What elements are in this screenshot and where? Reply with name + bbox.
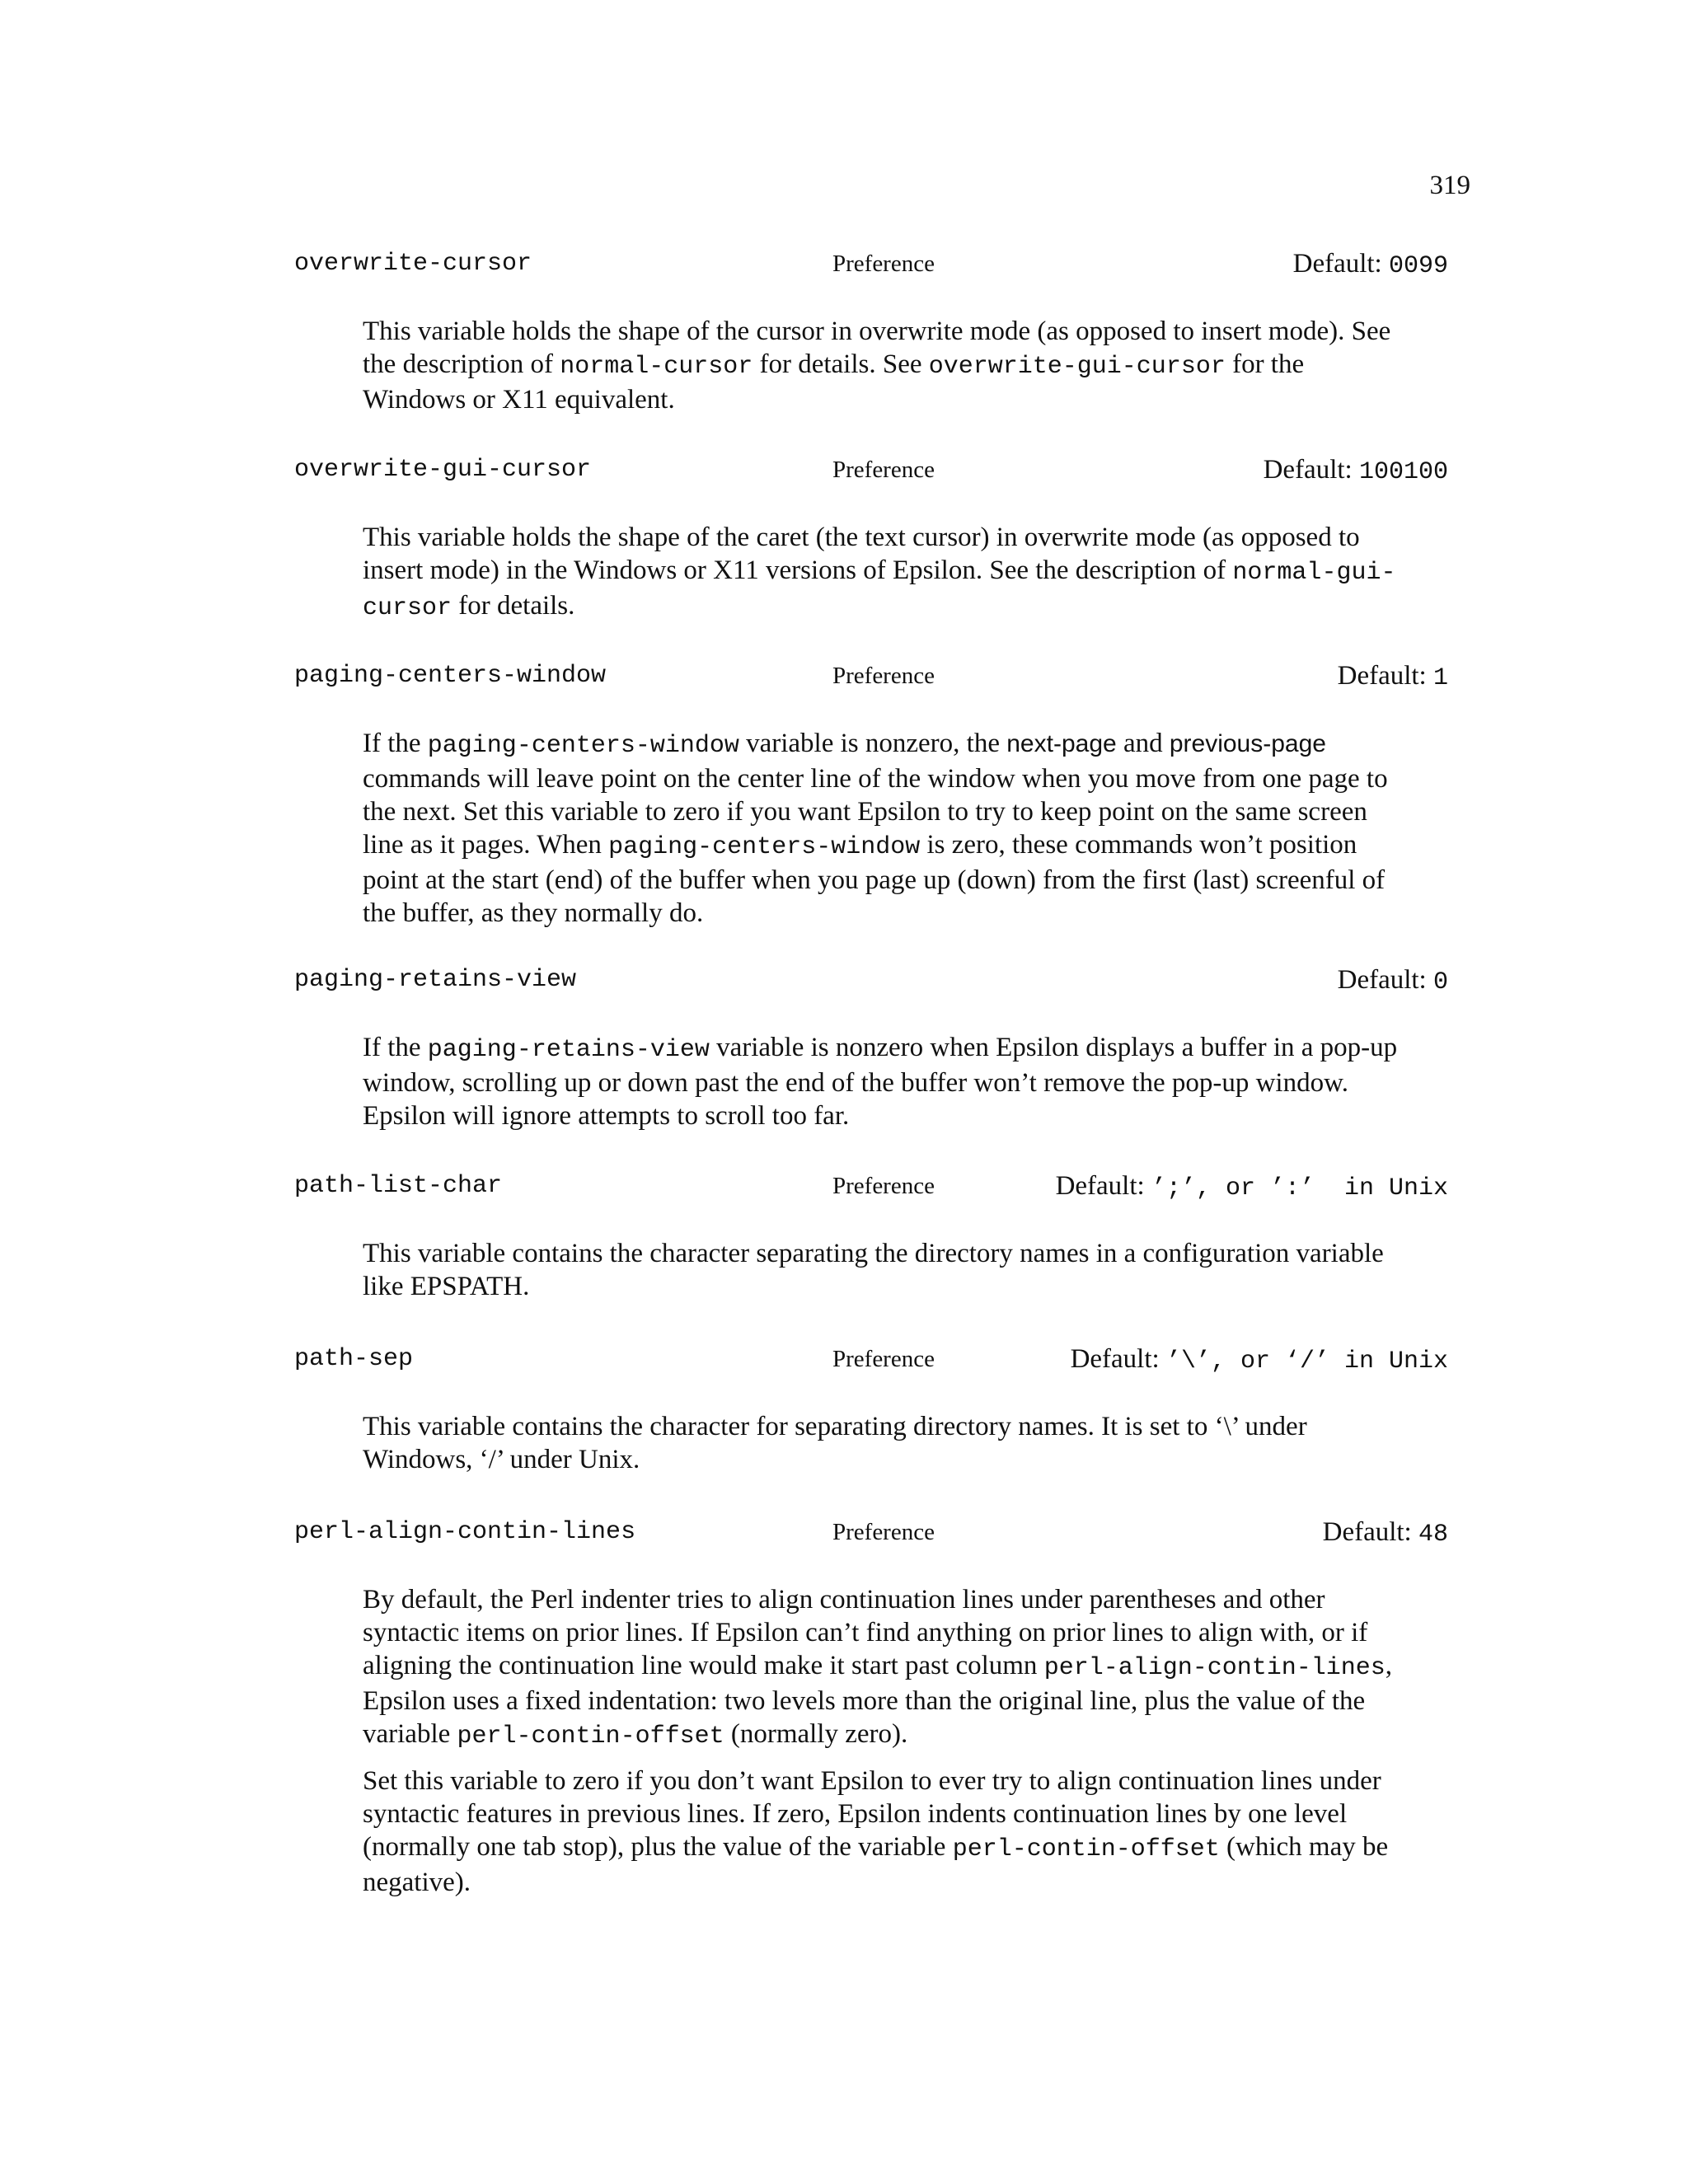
variable-entry	[294, 246, 1448, 428]
default-value: 100100	[1358, 458, 1448, 486]
variable-type: Preference	[832, 251, 935, 277]
description-paragraph: If the paging-centers-window variable is nonzero, the next-page and previous-page commands will leave point on the center line of the window when you move from one page to the next. Set this variable to zero if you want Epsilon to try to keep point on the same screen line as it pages. When paging-centers-window is zero, these commands won’t position point at the start (end) of the buffer when you page up (down) from the first (last) screenful of the buffer, as they normally do.	[363, 729, 1388, 928]
description-paragraph: This variable contains the character for separating directory names. It is set to ‘\’ under Windows, ‘/’ under Unix.	[363, 1412, 1307, 1474]
variable-default: Default: 48	[1322, 1517, 1448, 1549]
entry-header	[294, 1341, 1448, 1377]
description-paragraph: This variable holds the shape of the caret (the text cursor) in overwrite mode (as opposed to insert mode) in the Windows or X11 versions of Epsilon. See the description of normal-gui-cursor for details.	[363, 523, 1396, 622]
command-name: next-page	[1006, 730, 1117, 757]
variable-name: overwrite-cursor	[294, 250, 532, 278]
variable-entry	[294, 962, 1448, 1144]
variable-name: path-list-char	[294, 1172, 503, 1200]
default-value: ’;’, or ’:’ in Unix	[1151, 1174, 1448, 1202]
variable-type: Preference	[832, 457, 935, 483]
entry-header	[294, 246, 1448, 282]
variable-type: Preference	[832, 1346, 935, 1372]
entry-header	[294, 1168, 1448, 1204]
variable-entry	[294, 1514, 1448, 1910]
variable-description	[363, 1410, 1409, 1476]
variable-default: Default: ’\’, or ‘/’ in Unix	[1070, 1344, 1448, 1376]
description-paragraph: By default, the Perl indenter tries to align continuation lines under parentheses and other syntactic items on prior lines. If Epsilon can’t find anything on prior lines to align with, or if aligning the continuation line would make it start past column perl-align-contin-lines, Epsilon uses a fixed indentation: two levels more than the original line, plus the value of the variable perl-contin-offset (normally zero).	[363, 1585, 1393, 1750]
variable-description	[363, 315, 1409, 416]
default-value: 1	[1432, 664, 1448, 692]
variable-default: Default: 100100	[1263, 455, 1448, 486]
default-value: 0	[1432, 968, 1448, 996]
variable-description	[363, 521, 1409, 625]
entry-header	[294, 452, 1448, 488]
description-paragraph: This variable holds the shape of the cursor in overwrite mode (as opposed to insert mode). See the description of normal-cursor for details. See overwrite-gui-cursor for the Windows or X11 equivalent.	[363, 316, 1391, 415]
entry-header	[294, 1514, 1448, 1550]
description-paragraph: If the paging-retains-view variable is nonzero when Epsilon displays a buffer in a pop-up window, scrolling up or down past the end of the buffer won’t remove the pop-up window. Epsilon will ignore attempts to scroll too far.	[363, 1033, 1398, 1131]
variable-default: Default: 0	[1337, 965, 1448, 996]
default-value: ’\’, or ‘/’ in Unix	[1165, 1347, 1448, 1376]
variable-description	[363, 1237, 1409, 1303]
variable-name: paging-retains-view	[294, 966, 577, 994]
variable-type: Preference	[832, 663, 935, 689]
command-name: previous-page	[1169, 730, 1326, 757]
variable-entry	[294, 452, 1448, 636]
variable-type: Preference	[832, 1173, 935, 1199]
description-paragraph: Set this variable to zero if you don’t want Epsilon to ever try to align continuation lines under syntactic features in previous lines. If zero, Epsilon indents continuation lines by one level (normally one tab stop), plus the value of the variable perl-contin-offset (which may be negative).	[363, 1766, 1389, 1897]
variable-type: Preference	[832, 1519, 935, 1545]
entry-header	[294, 658, 1448, 694]
variable-name: paging-centers-window	[294, 662, 607, 690]
description-paragraph: This variable contains the character separating the directory names in a configuration variable like EPSPATH.	[363, 1239, 1384, 1301]
variable-name: overwrite-gui-cursor	[294, 456, 592, 484]
variable-name: path-sep	[294, 1345, 414, 1373]
variable-entry	[294, 1168, 1448, 1315]
variable-description	[363, 1583, 1409, 1899]
variable-name: perl-align-contin-lines	[294, 1518, 636, 1546]
variable-default: Default: 1	[1337, 661, 1448, 692]
variable-entry	[294, 658, 1448, 941]
default-value: 48	[1418, 1521, 1448, 1549]
variable-description	[363, 1031, 1409, 1132]
variable-default: Default: 0099	[1292, 249, 1448, 280]
default-value: 0099	[1388, 252, 1448, 280]
page-number: 319	[1429, 171, 1470, 200]
variable-default: Default: ’;’, or ’:’ in Unix	[1055, 1171, 1448, 1202]
variable-entry	[294, 1341, 1448, 1488]
variable-description	[363, 727, 1409, 930]
entry-header	[294, 962, 1448, 998]
